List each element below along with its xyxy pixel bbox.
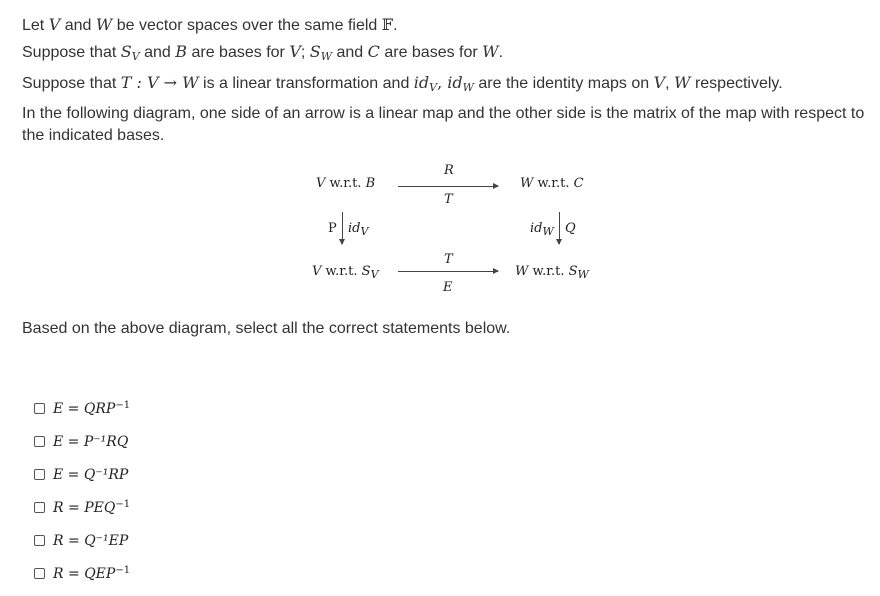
right-arrow [559,212,560,244]
option-checkbox[interactable] [34,535,45,546]
math-sub: W [320,50,333,63]
math-id: id [413,73,430,92]
math-sub: V [429,81,438,94]
top-arrow-map [444,192,453,207]
math-v: V [48,15,61,34]
option-1[interactable] [34,392,130,425]
text: are the identity maps on [473,75,654,92]
text: and [139,44,176,61]
math-w: W [482,42,499,61]
text: , [437,73,448,92]
math-sub: V [131,50,140,63]
option-label: R = Q⁻¹EP [53,532,129,549]
text: , [665,75,675,92]
text: Suppose that [22,75,121,92]
text: . [393,17,398,34]
option-checkbox[interactable] [34,502,45,513]
option-label: E = Q⁻¹RP [53,466,129,483]
option-label: E = P⁻¹RQ [53,433,129,450]
node-bottom-right [515,264,589,281]
math-s: S [120,42,132,61]
intro-line-3 [22,70,872,101]
text: $id_W$ [530,221,554,238]
math-id: id [447,73,463,92]
text: be vector spaces over the same field [112,17,382,34]
math-map: T : V → W [120,73,199,92]
node-top-left [316,176,375,191]
right-arrow-map [530,221,554,238]
math-v: V [653,73,666,92]
node-top-right [520,176,584,191]
right-arrow-matrix [565,221,576,236]
text: W w.r.t. $S_W$ [515,264,589,281]
option-checkbox[interactable] [34,568,45,579]
math-s: S [309,42,321,61]
left-arrow-matrix [328,221,337,236]
bottom-arrow-matrix [443,280,453,295]
intro-line-4: In the following diagram, one side of an arrow is a linear map and the other side is the matrix of the map with respect to the indicated bases. [22,105,865,144]
math-field: 𝔽 [381,15,394,34]
math-b: B [175,42,188,61]
text: is a linear transformation and [198,75,414,92]
problem-statement [22,12,872,147]
text: and [60,17,96,34]
text: Let [22,17,49,34]
option-checkbox[interactable] [34,469,45,480]
option-checkbox[interactable] [34,403,45,414]
text: R [444,163,454,178]
math-w: W [95,15,113,34]
text: . [498,44,504,61]
bottom-arrow [398,271,498,272]
math-sub: W [462,81,474,94]
left-arrow [342,212,343,244]
left-arrow-map [348,221,368,238]
intro-line-1 [22,12,872,39]
bottom-arrow-map [444,252,453,267]
text: respectively. [690,75,783,92]
math-w: W [674,73,691,92]
option-6[interactable] [34,557,130,590]
node-bottom-left [312,264,379,281]
text: V w.r.t. B [316,176,376,191]
math-v: V [289,42,301,61]
top-arrow [398,186,498,187]
text: W w.r.t. C [520,176,584,191]
text: Q [565,221,576,236]
text: and [332,44,368,61]
text: $id_V$ [348,221,369,238]
text: E [443,280,453,295]
option-label: $E = QRP^{-1}$ [53,400,131,417]
text: Suppose that [22,44,121,61]
question-prompt: Based on the above diagram, select all the correct statements below. [22,320,511,337]
text: T [444,192,453,207]
text: V w.r.t. $S_V$ [312,264,379,281]
option-label: $R = QEP^{-1}$ [53,565,131,582]
math-c: C [367,42,380,61]
option-checkbox[interactable] [34,436,45,447]
text: are bases for [379,44,483,61]
option-3[interactable] [34,458,130,491]
text: ; [300,44,310,61]
intro-line-2 [22,39,872,70]
option-5[interactable] [34,524,130,557]
option-4[interactable] [34,491,130,524]
option-2[interactable] [34,425,130,458]
options-list [34,392,130,590]
text: T [444,252,453,267]
top-arrow-matrix [444,163,454,178]
text: are bases for [187,44,290,61]
option-label: $R = PEQ^{-1}$ [53,499,131,516]
text: P [328,221,337,236]
